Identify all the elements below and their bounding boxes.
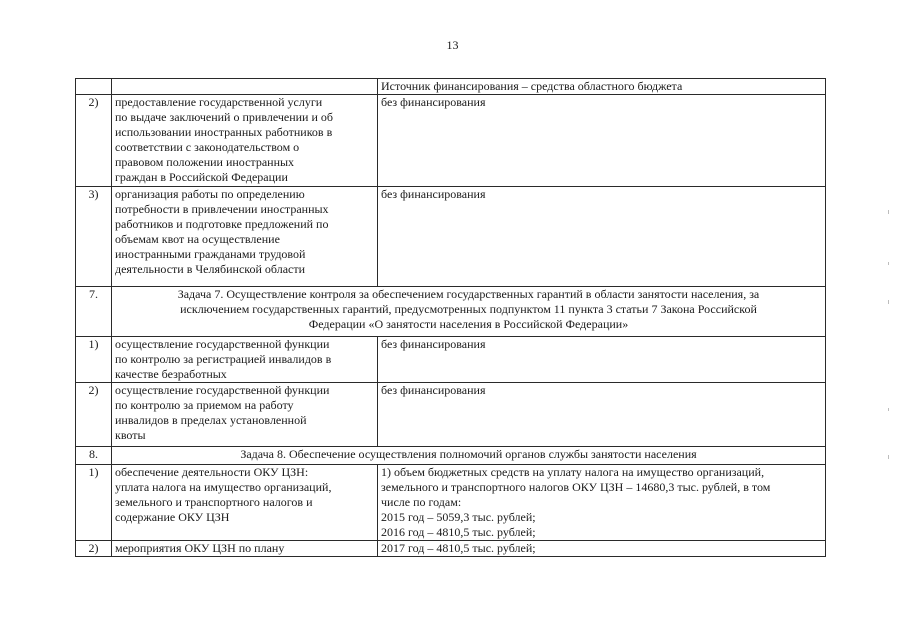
funding-source-header <box>378 79 826 95</box>
funding-cell <box>378 95 826 187</box>
empty-cell <box>112 79 378 95</box>
row-number: 1) <box>76 465 112 541</box>
task-title-line: Задача 8. Обеспечение осуществления полномочий органов службы занятости населения <box>240 447 697 461</box>
funding-line: 2017 год – 4810,5 тыс. рублей; <box>381 541 536 555</box>
activity-line: содержание ОКУ ЦЗН <box>115 510 230 524</box>
table-row <box>76 187 826 287</box>
activity-line: объемам квот на осуществление <box>115 232 280 246</box>
funding-line: без финансирования <box>381 95 486 109</box>
scan-speck <box>888 262 889 265</box>
activity-line: обеспечение деятельности ОКУ ЦЗН: <box>115 465 309 479</box>
activity-line: потребности в привлечении иностранных <box>115 202 329 216</box>
table-row <box>76 337 826 383</box>
row-number: 2) <box>76 541 112 557</box>
activity-line: квоты <box>115 428 146 442</box>
row-number: 2) <box>76 383 112 447</box>
activity-line: уплата налога на имущество организаций, <box>115 480 332 494</box>
task-number: 7. <box>76 287 112 337</box>
funding-line: 1) объем бюджетных средств на уплату налога на имущество организаций, <box>381 465 765 479</box>
empty-cell <box>76 79 112 95</box>
funding-line: без финансирования <box>381 383 486 397</box>
activity-line: деятельности в Челябинской области <box>115 262 306 276</box>
funding-cell <box>378 383 826 447</box>
row-number: 3) <box>76 187 112 287</box>
activity-cell <box>112 337 378 383</box>
activity-cell <box>112 187 378 287</box>
activity-line: инвалидов в пределах установленной <box>115 413 307 427</box>
activity-line: правовом положении иностранных <box>115 155 295 169</box>
activity-line: иностранными гражданами трудовой <box>115 247 306 261</box>
table-row <box>76 383 826 447</box>
page-number: 13 <box>446 38 459 52</box>
scan-speck <box>888 408 889 411</box>
table-row <box>76 95 826 187</box>
task-row <box>76 287 826 337</box>
funding-line: без финансирования <box>381 337 486 351</box>
row-number: 1) <box>76 337 112 383</box>
task-title-line: Задача 7. Осуществление контроля за обеспечением государственных гарантий в области занятости населения, за <box>177 287 760 301</box>
funding-line: числе по годам: <box>381 495 462 509</box>
table-row <box>76 465 826 541</box>
funding-cell <box>378 187 826 287</box>
program-table <box>75 78 826 557</box>
activity-line: качестве безработных <box>115 367 227 381</box>
activity-cell <box>112 465 378 541</box>
task-title-line: Федерации «О занятости населения в Российской Федерации» <box>308 317 629 331</box>
task-title-cell <box>112 287 826 337</box>
scan-speck <box>888 210 889 214</box>
activity-line: мероприятия ОКУ ЦЗН по плану <box>115 541 285 555</box>
row-number: 2) <box>76 95 112 187</box>
task-row <box>76 447 826 465</box>
funding-line: 2015 год – 5059,3 тыс. рублей; <box>381 510 536 524</box>
table-row <box>76 541 826 557</box>
activity-cell <box>112 95 378 187</box>
scan-speck <box>888 300 889 304</box>
funding-cell <box>378 465 826 541</box>
activity-line: по контролю за регистрацией инвалидов в <box>115 352 332 366</box>
activity-line: предоставление государственной услуги <box>115 95 323 109</box>
activity-line: осуществление государственной функции <box>115 383 330 397</box>
funding-source-header-text: Источник финансирования – средства областного бюджета <box>381 79 683 93</box>
activity-line: по контролю за приемом на работу <box>115 398 294 412</box>
activity-line: земельного и транспортного налогов и <box>115 495 313 509</box>
funding-cell <box>378 337 826 383</box>
activity-line: граждан в Российской Федерации <box>115 170 288 184</box>
funding-line: без финансирования <box>381 187 486 201</box>
activity-line: по выдаче заключений о привлечении и об <box>115 110 334 124</box>
task-title-line: исключением государственных гарантий, предусмотренных подпунктом 11 пункта 3 статьи 7 Закона Российской <box>180 302 757 316</box>
activity-line: соответствии с законодательством о <box>115 140 300 154</box>
task-number: 8. <box>76 447 112 465</box>
funding-line: земельного и транспортного налогов ОКУ ЦЗН – 14680,3 тыс. рублей, в том <box>381 480 771 494</box>
scan-speck <box>888 455 889 459</box>
activity-line: работников и подготовке предложений по <box>115 217 329 231</box>
funding-line: 2016 год – 4810,5 тыс. рублей; <box>381 525 536 539</box>
activity-cell <box>112 541 378 557</box>
task-title-cell <box>112 447 826 465</box>
activity-line: осуществление государственной функции <box>115 337 330 351</box>
funding-cell <box>378 541 826 557</box>
funding-source-header-row <box>76 79 826 95</box>
activity-cell <box>112 383 378 447</box>
activity-line: использовании иностранных работников в <box>115 125 333 139</box>
activity-line: организация работы по определению <box>115 187 305 201</box>
